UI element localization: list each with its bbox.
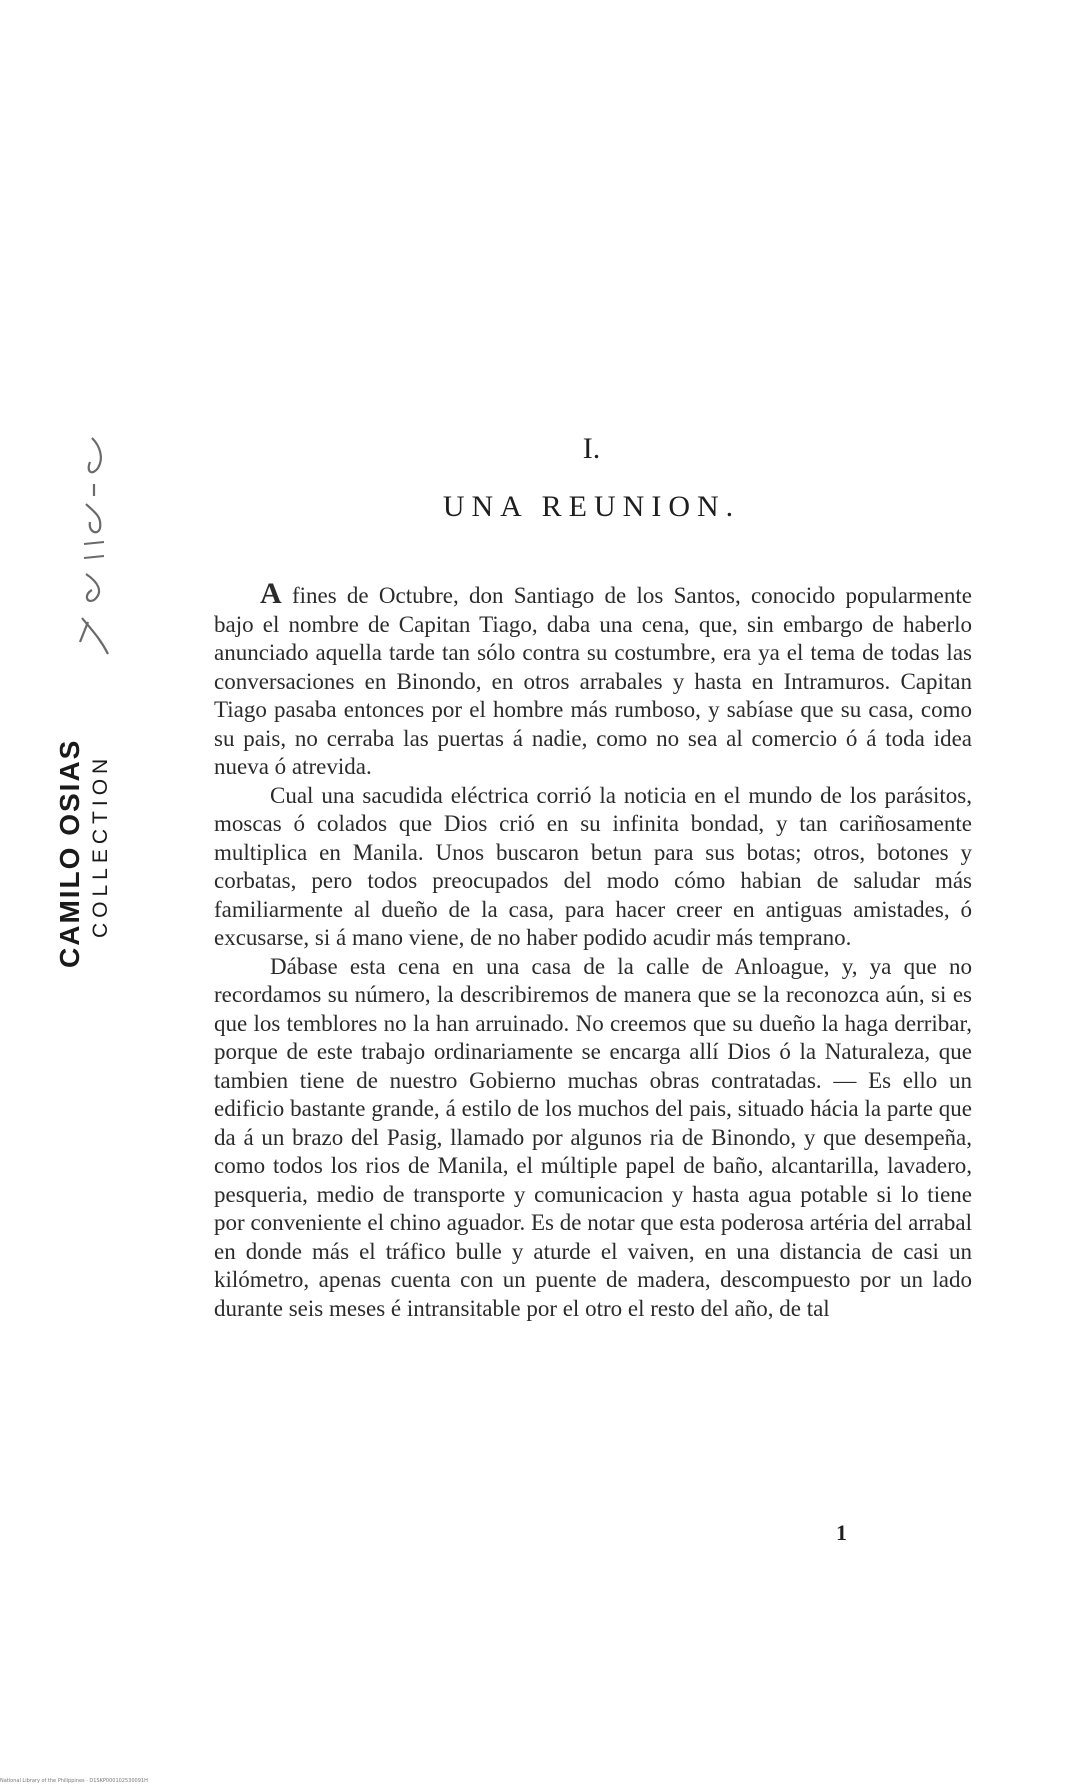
- chapter-body: [214, 577, 972, 1323]
- chapter-title: UNA REUNION.: [442, 490, 741, 523]
- collection-stamp: [52, 728, 142, 968]
- drop-cap: A: [260, 577, 282, 610]
- paragraph-3: Dábase esta cena en una casa de la calle de Anloague, y, ya que no recordamos su número, la describiremos de manera que se la reconozca aún, si es que los temblores no la han arruinado. No creemos que su dueño la haga derribar, porque de este trabajo ordinariamente se encarga allí Dios ó la Naturaleza, que tambien tiene de nuestro Gobierno muchas obras contratadas. — Es ello un edificio bastante grande, á estilo de los muchos del pais, situado hácia la parte que da á un brazo del Pasig, llamado por algunos ria de Binondo, y que desempeña, como todos los rios de Manila, el múltiple papel de baño, alcantarilla, lavadero, pesqueria, medio de transporte y comunicacion y hasta agua potable si lo tiene por conveniente el chino aguador. Es de notar que esta poderosa artéria del arrabal en donde más el tráfico bulle y aturde el vaiven, en una distancia de casi un kilómetro, apenas cuenta con un puente de madera, descompuesto por un lado durante seis meses é intransitable por el otro el resto del año, de tal: [214, 953, 972, 1321]
- handwritten-call-number: [64, 432, 124, 662]
- stamp-name: CAMILO OSIAS: [54, 738, 85, 968]
- paragraph-1-text: fines de Octubre, don Santiago de los Santos, conocido popularmente bajo el nombre de Capitan Tiago, daba una cena, que, sin embargo de haberlo anunciado aquella tarde tan sólo contra su costumbre, era ya el tema de todas las conversaciones en Binondo, en otros arrabales y hasta en Intramuros. Capitan Tiago pasaba entonces por el hombre más rumboso, y sabíase que su casa, como su pais, no cerraba las puertas á nadie, como no sea al comercio ó á toda idea nueva ó atrevida.: [214, 583, 972, 779]
- page-number: 1: [836, 1520, 847, 1545]
- scan-footer: National Library of the Philippines · D1SKP000102530091H: [0, 1778, 148, 1784]
- paragraph-1: [214, 577, 972, 782]
- paragraph-2: Cual una sacudida eléctrica corrió la noticia en el mundo de los parásitos, moscas ó colados que Dios crió en su infinita bondad, y tan cariñosamente multiplica en Manila. Unos buscaron betun para sus botas; otros, botones y corbatas, pero todos preocupados del modo cómo habian de saludar más familiarmente al dueño de la casa, para hacer creer en antiguas amistades, ó excusarse, si á mano viene, de no haber podido acudir más temprano.: [214, 782, 972, 950]
- chapter-number: I.: [582, 432, 601, 465]
- stamp-subtitle: COLLECTION: [89, 753, 112, 938]
